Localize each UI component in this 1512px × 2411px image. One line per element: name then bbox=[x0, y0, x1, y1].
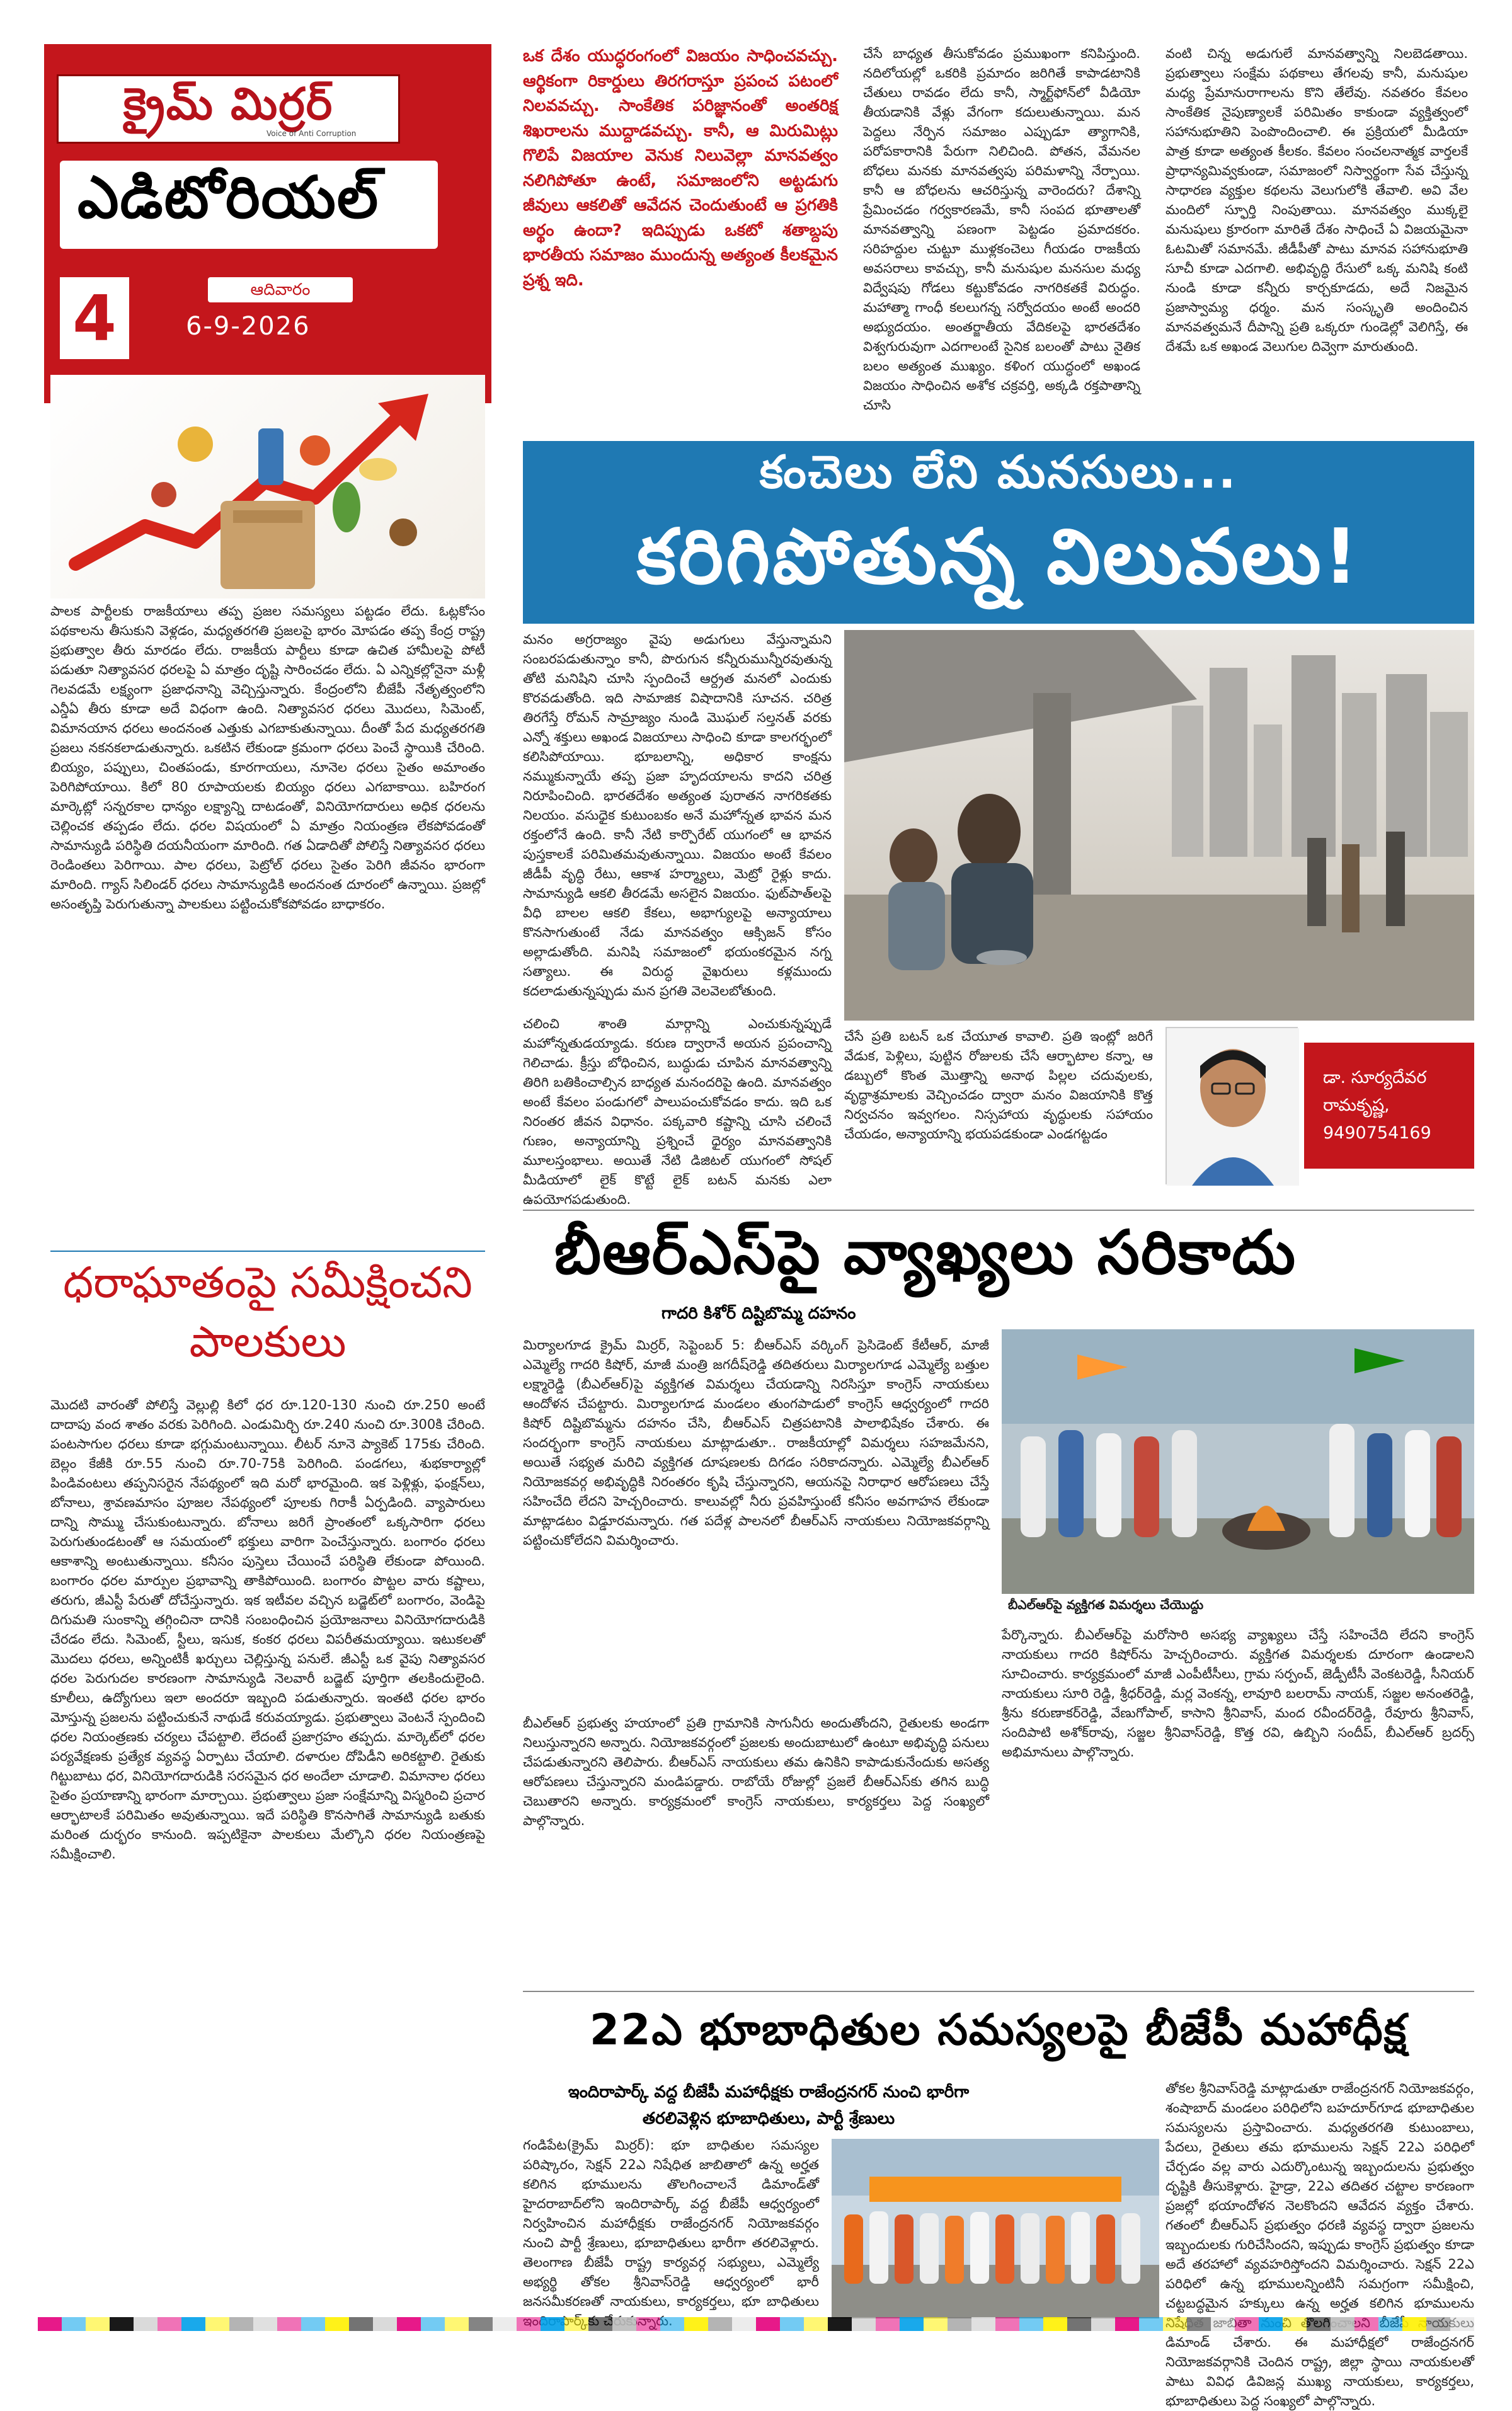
registration-mark bbox=[684, 2317, 708, 2331]
registration-mark bbox=[564, 2317, 588, 2331]
registration-mark bbox=[325, 2317, 349, 2331]
day-label: ఆదివారం bbox=[208, 277, 353, 302]
registration-mark bbox=[349, 2317, 373, 2331]
registration-mark bbox=[421, 2317, 445, 2331]
section-title bbox=[60, 161, 438, 249]
registration-mark bbox=[660, 2317, 684, 2331]
page-number-box bbox=[60, 277, 129, 359]
editorial-photo bbox=[844, 630, 1474, 1021]
registration-mark bbox=[469, 2317, 493, 2331]
registration-mark bbox=[1402, 2317, 1426, 2331]
registration-mark bbox=[301, 2317, 325, 2331]
editorial-body-column-b: చలించి శాంతి మార్గాన్ని ఎంచుకున్నప్పుడే మహోన్నతుడయ్యాడు. కరుణ ద్వారానే అయన ప్రపంచాన్ని గెలిచాడు. క్రీస్తు బోధించిన, బుద్ధుడు చూపిన మానవత్వాన్ని తిరిగి బతికించాల్సిన బాధ్యత మనందరిపై ఉంది. మానవత్వం అంటే కేవలం పండుగలో పాలుపంచుకోవడం కాదు. ఇది ఒక నిరంతర జీవన విధానం. పక్కవారి కష్టాన్ని చూసి చలించే గుణం, అన్యాయాన్ని ప్రశ్నించే ధైర్యం మానవత్వానికి మూలస్తంభాలు. అయితే నేటి డిజిటల్ యుగంలో సోషల్ మీడియాలో లైక్ కొట్టే లైక్ బటన్ మనకు ఎలా ఉపయోగపడుతుంది. bbox=[523, 1016, 832, 1207]
registration-mark bbox=[995, 2317, 1019, 2331]
bjp-article-subheadline: ఇందిరాపార్క్ వద్ద బీజేపీ మహాధీక్షకు రాజేంద్రనగర్ నుంచి భారీగా తరలివెళ్లిన భూబాధితులు, పార్టీ శ్రేణులు bbox=[568, 2083, 970, 2128]
registration-mark bbox=[158, 2317, 181, 2331]
author-name-line-1: డా. సూర్యదేవర bbox=[1323, 1068, 1427, 1087]
registration-mark bbox=[517, 2317, 541, 2331]
section-title-text: ఎడిటోరియల్ bbox=[77, 164, 380, 231]
registration-mark bbox=[541, 2317, 564, 2331]
section-divider bbox=[523, 1210, 1474, 1211]
brs-photo-caption: బీఎల్ఆర్‌పై వ్యక్తిగత విమర్శలు చేయొద్దు bbox=[1008, 1597, 1204, 1612]
column-divider bbox=[50, 1251, 485, 1252]
registration-mark bbox=[38, 2317, 62, 2331]
rally-crowd-photo-icon bbox=[832, 2139, 1159, 2318]
editorial-column-3: వంటి చిన్న అడుగులే మానవత్వాన్ని నిలబెడతాయి. ప్రభుత్వాలు సంక్షేమ పథకాలు తేగలవు కానీ, మనుషుల మధ్య ప్రేమానురాగాలను కొని తేలేవు. నవతరం కేవలం సాంకేతిక నైపుణ్యాలకే పరిమితం కాకుండా వ్యక్తిత్వంలో సహానుభూతిని పెంపొందించాలి. ఈ ప్రక్రియలో మీడియా పాత్ర కూడా అత్యంత కీలకం. కేవలం సంచలనాత్మక వార్తలకే ప్రాధాన్యమివ్వకుండా, సమాజంలో నిస్వార్థంగా సేవ చేస్తున్న సాధారణ వ్యక్తుల కథలను వెలుగులోకి తేవాలి. అవి వేల మందిలో స్ఫూర్తి నింపుతాయి. మానవత్వం ముక్కలై మనుషులు క్రూరంగా మారితే దేశం సాధించే ఏ విజయమైనా ఓటమితో సమానమే. జీడీపీతో పాటు మానవ సహానుభూతి సూచీ కూడా ఎదగాలి. అభివృద్ధి రేసులో ఒక్క మనిషి కంటి నుండి కూడా కన్నీరు కార్చకూడదు, అదే నిజమైన ప్రజాస్వామ్య ధర్మం. మన సంస్కృతి అందించిన మానవత్వమనే దీపాన్ని ప్రతి ఒక్కరూ గుండెల్లో వెలిగిస్తే, ఈ దేశమే ఒక అఖండ వెలుగుల దివ్వెగా మారుతుంది. bbox=[1166, 46, 1468, 354]
brs-protest-photo bbox=[1002, 1329, 1474, 1594]
author-photo bbox=[1166, 1027, 1298, 1184]
brs-article-byline: గాదరి కిశోర్ దిష్టిబొమ్మ దహనం bbox=[662, 1304, 856, 1323]
effigy-burning-photo-icon bbox=[1002, 1329, 1474, 1594]
registration-mark bbox=[732, 2317, 756, 2331]
registration-mark bbox=[804, 2317, 828, 2331]
registration-mark bbox=[253, 2317, 277, 2331]
registration-mark bbox=[1139, 2317, 1163, 2331]
price-rise-chart-icon bbox=[50, 375, 485, 598]
registration-mark bbox=[493, 2317, 517, 2331]
registration-mark bbox=[373, 2317, 397, 2331]
registration-mark bbox=[900, 2317, 924, 2331]
price-rise-illustration bbox=[50, 375, 485, 598]
registration-mark bbox=[86, 2317, 110, 2331]
registration-mark bbox=[948, 2317, 971, 2331]
page-number: 4 bbox=[72, 281, 117, 355]
editorial-body-column-c: చేసే ప్రతి బటన్ ఒక చేయూత కావాలి. ప్రతి ఇంట్లో జరిగే వేడుక, పెళ్లిలు, పుట్టిన రోజులకు చేసే ఆర్భాటాల కన్నా, ఆ డబ్బులో కొంత మొత్తాన్ని అనాథ పిల్లల చదువులకు, వృద్ధాశ్రమాలకు వెచ్చించడం ద్వారా మనం విజయానికి కొత్త నిర్వచనం ఇవ్వగలం. నిస్సహాయ వృద్ధులకు సహాయం చేయడం, అన్యాయాన్ని భయపడకుండా ఎండగట్టడం bbox=[844, 1029, 1153, 1142]
registration-mark bbox=[828, 2317, 852, 2331]
author-info-box bbox=[1304, 1043, 1474, 1169]
registration-mark bbox=[110, 2317, 134, 2331]
registration-mark bbox=[277, 2317, 301, 2331]
registration-mark bbox=[1378, 2317, 1402, 2331]
editorial-column-2: చేసే బాధ్యత తీసుకోవడం ప్రముఖంగా కనిపిస్తుంది. నదిలోయల్లో ఒకరికి ప్రమాదం జరిగితే కాపాడటానికి చేతులు రావడం లేదు కానీ, స్మార్ట్‌ఫోన్‌లో వీడియో తీయడానికి వేళ్లు వేగంగా కదులుతున్నాయి. మన పెద్దలు నేర్పిన సమాజం ఎప్పుడూ త్యాగానికి, పరోపకారానికి పేరుగా నిలిచింది. పోతన, వేమనల బోధలు మనకు మానవత్వపు పరిమళాన్ని నేర్పాయి. కానీ ఆ బోధలను ఆచరిస్తున్న వారెందరు? దేశాన్ని ప్రేమించడం గర్వకారణమే, కానీ సంపద భూతాలతో మానవత్వాన్ని పణంగా పెట్టడం ప్రమాదకరం. సరిహద్దుల చుట్టూ ముళ్లకంచెలు గీయడం రాజకీయ అవసరాలు కావచ్చు, కానీ మనుషుల మనసుల మధ్య విద్వేషపు గోడలు కట్టుకోవడం నాగరికతకే విరుద్ధం. మహాత్మా గాంధీ కలలుగన్న సర్వోదయం అంటే అందరి అభ్యుదయం. అంతర్జాతీయ వేదికలపై భారతదేశం విశ్వగురువుగా ఎదగాలంటే సైనిక బలంతో పాటు నైతిక బలం అత్యంత ముఖ్యం. కళింగ యుద్ధంలో అఖండ విజయం సాధించిన అశోక చక్రవర్తి, అక్కడి రక్తపాతాన్ని చూసి bbox=[863, 46, 1140, 413]
registration-mark bbox=[1091, 2317, 1115, 2331]
logo-text: క్రైమ్ మిర్రర్ bbox=[123, 77, 334, 130]
registration-mark bbox=[1043, 2317, 1067, 2331]
bjp-article-body-b: తోకల శ్రీనివాస్‌రెడ్డి మాట్లాడుతూ రాజేంద్రనగర్ నియోజకవర్గం, శంషాబాద్ మండలం పరిధిలోని బహదూర్‌గూడ భూబాధితుల సమస్యలను ప్రస్తావించారు. మధ్యతరగతి కుటుంబాలు, పేదలు, రైతులు తమ భూములను సెక్షన్ 22ఎ పరిధిలో చేర్చడం వల్ల వారు ఎదుర్కొంటున్న ఇబ్బందులను ప్రభుత్వం దృష్టికి తీసుకెళ్లారు. హైడ్రా, 22ఎ తదితర చట్టాల కారణంగా ప్రజల్లో భయాందోళన నెలకొందని ఆవేదన వ్యక్తం చేశారు. గతంలో బీఆర్ఎస్ ప్రభుత్వం ధరణి వ్యవస్థ ద్వారా ప్రజలను ఇబ్బందులకు గురిచేసిందని, ఇప్పుడు కాంగ్రెస్ ప్రభుత్వం కూడా అదే తరహాలో వ్యవహరిస్తోందని విమర్శించారు. సెక్షన్ 22ఎ పరిధిలో ఉన్న భూములన్నింటినీ సమగ్రంగా సమీక్షించి, చట్టబద్ధమైన హక్కులు ఉన్న అర్హత కలిగిన భూములను డిమాండ్ చేశారు. ఈ మహాధీక్షలో రాజేంద్రనగర్ నియోజకవర్గానికి చెందిన రాష్ట్ర, జిల్లా స్థాయి నాయకులతో పాటు వివిధ డివిజన్ల ముఖ్య నాయకులు, కార్యకర్తలు, భూబాధితులు పెద్ద సంఖ్యలో పాల్గొన్నారు. bbox=[1166, 2081, 1474, 2408]
brs-article-headline: బీఆర్ఎస్‌పై వ్యాఖ్యలు సరికాదు bbox=[554, 1217, 1297, 1288]
registration-mark bbox=[971, 2317, 995, 2331]
bjp-rally-photo bbox=[832, 2139, 1159, 2318]
date-label: 6-9-2026 bbox=[186, 312, 311, 341]
registration-mark bbox=[397, 2317, 421, 2331]
brs-article-body-c: పేర్కొన్నారు. బీఎల్ఆర్‌పై మరోసారి అసభ్య వ్యాఖ్యలు చేస్తే సహించేది లేదని కాంగ్రెస్ నాయకులు గాదరి కిషోర్‌ను హెచ్చరించారు. వ్యక్తిగత విమర్శలకు దూరంగా ఉండాలని సూచించారు. కార్యక్రమంలో మాజీ ఎంపీటీసీలు, గ్రామ సర్పంచ్, జెడ్పీటీసీ వెంకటరెడ్డి, సీనియర్ నాయకులు సూరి రెడ్డి, శ్రీధర్‌రెడ్డి, మర్ల వెంకన్న, లావూరి బలరామ్ నాయక్, సజ్జల అనంతరెడ్డి, శ్రీను కరుణాకర్‌రెడ్డి, వేణుగోపాల్, కాసాని శ్రీనివాస్, మంద రవీందర్‌రెడ్డి, రేవూరు శ్రీనివాస్, సందిపాటి అశోక్‌రావు, సజ్జల శ్రీనివాస్‌రెడ్డి, కొత్త రవి, ఉబ్బిని సందీప్, బీఎల్ఆర్ బ్రదర్స్ అభిమానులు పాల్గొన్నారు. bbox=[1002, 1627, 1474, 1760]
registration-mark bbox=[62, 2317, 86, 2331]
registration-mark bbox=[134, 2317, 158, 2331]
registration-mark bbox=[852, 2317, 876, 2331]
registration-mark bbox=[1283, 2317, 1307, 2331]
registration-mark bbox=[1163, 2317, 1187, 2331]
registration-mark bbox=[1019, 2317, 1043, 2331]
author-phone: 9490754169 bbox=[1323, 1123, 1431, 1143]
registration-mark bbox=[924, 2317, 948, 2331]
registration-mark bbox=[612, 2317, 636, 2331]
registration-mark bbox=[780, 2317, 804, 2331]
registration-mark bbox=[1331, 2317, 1354, 2331]
brs-article-body-b: బీఎల్ఆర్ ప్రభుత్వ హయాంలో ప్రతి గ్రామానికి సాగునీరు అందుతోందని, రైతులకు అండగా నిలుస్తున్నారని అన్నారు. నియోజకవర్గంలో ప్రజలకు అందుబాటులో ఉంటూ అభివృద్ధి పనులు చేపడుతున్నారని తెలిపారు. బీఆర్ఎస్ నాయకులు తమ ఉనికిని కాపాడుకునేందుకు అసత్య ఆరోపణలు చేస్తున్నారని మండిపడ్డారు. రాబోయే రోజుల్లో ప్రజలే బీఆర్ఎస్‌కు తగిన బుద్ధి చెబుతారని అన్నారు. కార్యక్రమంలో కాంగ్రెస్ నాయకులు, కార్యకర్తలు పెద్ద సంఖ్యలో పాల్గొన్నారు. bbox=[523, 1715, 989, 1828]
price-article-body-bottom: మొదటి వారంతో పోలిస్తే వెల్లుల్లి కిలో ధర రూ.120-130 నుంచి రూ.250 అంటే దాదాపు వంద శాతం వరకు పెరిగింది. ఎండుమిర్చి రూ.240 నుంచి రూ.300కి చేరింది. పంటసాగుల ధరలు కూడా భగ్గుమంటున్నాయి. లీటర్ నూనె ప్యాకెట్ 175కు చేరింది. బెల్లం కేజీకి రూ.55 నుంచి రూ.70-75కి పెరిగింది. పండగలు, శుభకార్యాల్లో పిండివంటలు తప్పనిసరైన నేపథ్యంలో ఇది మరో భారమైంది. ఇక పెళ్లిళ్లు, ఫంక్షన్‌లు, బోనాలు, శ్రావణమాసం పూజల నేపథ్యంలో పూలకు గిరాకీ ఏర్పడింది. వ్యాపారులు దాన్ని సొమ్ము చేసుకుంటున్నారు. బోనాలు జరిగే ప్రాంతంలో ఒక్కసారిగా ధరలు పెరుగుతుండటంతో ఆ సమయంలో భక్తులు వారిగా పెంచేస్తున్నారు. బంగారం ధరలు ఆకాశాన్ని అంటుతున్నాయి. కనీసం పుస్తెలు చేయించే పరిస్థితి లేకుండా పోయింది. బంగారం ధరల మార్పుల ప్రభావాన్ని తాకిపోయింది. బంగారం పొట్టల వారు కష్టాలు, తరుగు, జీఎస్టీ పేరుతో దోచేస్తున్నారు. ఇక ఇటీవల వచ్చిన బడ్జెట్‌లో బంగారం, వెండిపై దిగుమతి సుంకాన్ని తగ్గించినా దానికి సంబంధించిన ప్రయోజనాలు వినియోగదారుడికి చేరడం లేదు. సిమెంట్, స్టీలు, ఇసుక, కంకర ధరలు విపరీతమయ్యాయి. ఇటుకలతో మొదలు ధరలు, అన్నింటికీ ఖర్చులు చెల్లిస్తున్న పనులే. జీఎస్టీ ఒక వైపు నిత్యావసర ధరల పెరుగుదల కారణంగా సామాన్యుడి నెలవారీ బడ్జెట్ పూర్తిగా తలకిందులైంది. కూలీలు, ఉద్యోగులు ఇలా అందరూ ఇబ్బంది పడుతున్నారు. ఇంతటి ధరల భారం మోస్తున్న ప్రజలను పట్టించుకునే నాథుడే కరువయ్యాడు. ప్రభుత్వాలు వెంటనే స్పందించి ధరల నియంత్రణకు చర్యలు చేపట్టాలి. లేదంటే ప్రజాగ్రహం తప్పదు. మార్కెట్‌లో ధరల పర్యవేక్షణకు ప్రత్యేక వ్యవస్థ ఏర్పాటు చేయాలి. దళారుల దోపిడీని అరికట్టాలి. రైతుకు గిట్టుబాటు ధర, వినియోగదారుడికి సరసమైన ధర అందేలా చూడాలి. విమానాల ధరలు సైతం ప్రయాణాన్ని భారంగా మార్చాయి. ప్రభుత్వాలు ప్రజా సంక్షేమాన్ని విస్మరించి ప్రచార ఆర్భాటాలకే పరిమితం అవుతున్నాయి. ఇదే పరిస్థితి కొనసాగితే సామాన్యుడి బతుకు మరింత దుర్భరం కానుంది. ఇప్పటికైనా పాలకులు మేల్కొని ధరల నియంత్రణపై సమీక్షించాలి. bbox=[50, 1397, 485, 1862]
registration-mark bbox=[1426, 2317, 1450, 2331]
newspaper-logo bbox=[57, 74, 400, 144]
registration-mark bbox=[1067, 2317, 1091, 2331]
registration-mark bbox=[1354, 2317, 1378, 2331]
registration-mark bbox=[181, 2317, 205, 2331]
registration-mark bbox=[708, 2317, 732, 2331]
section-divider bbox=[523, 1991, 1474, 1992]
registration-mark bbox=[1211, 2317, 1235, 2331]
city-poverty-photo-icon bbox=[844, 630, 1474, 1021]
registration-mark bbox=[588, 2317, 612, 2331]
editorial-intro-quote: ఒక దేశం యుద్ధరంగంలో విజయం సాధించవచ్చు. ఆర్థికంగా రికార్డులు తిరగరాస్తూ ప్రపంచ పటంలో నిలవవచ్చు. సాంకేతిక పరిజ్ఞానంతో అంతరిక్ష శిఖరాలను ముద్దాడవచ్చు. కానీ, ఆ మిరుమిట్లు గొలిపే విజయాల వెనుక నిలువెల్లా మానవత్వం నలిగిపోతూ ఉంటే, సమాజంలోని అట్టడుగు జీవులు ఆకలితో ఆవేదన చెందుతుంటే ఆ ప్రగతికి అర్థం ఉందా? ఇదిప్పుడు ఒకటో శతాబ్దపు భారతీయ సమాజం ముందున్న అత్యంత కీలకమైన ప్రశ్న ఇది. bbox=[523, 47, 838, 290]
price-article-body-top: పాలక పార్టీలకు రాజకీయాలు తప్ప ప్రజల సమస్యలు పట్టడం లేదు. ఓట్లకోసం పథకాలను తీసుకుని వెళ్లడం, మధ్యతరగతి ప్రజలపై భారం మోపడం తప్ప కేంద్ర రాష్ట్ర ప్రభుత్వాల తీరు మారడం లేదు. రాజకీయ పార్టీలు కూడా ఉచిత హామీలపై పోటీ పడుతూ నిత్యావసర ధరలపై ఏ మాత్రం దృష్టి సారించడం లేదు. ఏ ఎన్నికల్లోనైనా మళ్లీ గెలవడమే లక్ష్యంగా ప్రజాధనాన్ని వెచ్చిస్తున్నారు. కేంద్రంలోని బీజేపీ నేతృత్వంలోని ఎన్డీఏ తీరు కూడా అదే విధంగా ఉంది. నిత్యావసర ధరలు మొదలు, సిమెంట్, విమానయాన ధరలు అందనంత ఎత్తుకు ఎగబాకుతున్నాయి. దీంతో పేద మధ్యతరగతి ప్రజలు నకనకలాడుతున్నారు. ఒకటిన లేకుండా క్రమంగా ధరలు పెంచే స్థాయికి చేరింది. బియ్యం, పప్పులు, చింతపండు, కూరగాయలు, నూనెల ధరలు సైతం అమాంతం పెరిగిపోయాయి. కిలో 80 రూపాయలకు బియ్యం ధరలు ఎగబాకాయి. బహిరంగ మార్కెట్లో సన్నరకాల ధాన్యం లక్ష్యాన్ని దాటడంతో, వినియోగదారులు అధిక ధరలను చెల్లించక తప్పడం లేదు. ధరల విషయంలో ఏ మాత్రం నియంత్రణ లేకపోవడంతో సామాన్యుడి పరిస్థితి దయనీయంగా మారింది. గత ఏడాదితో పోలిస్తే నిత్యావసర ధరలు రెండింతలు పెరిగాయి. పాల ధరలు, పెట్రోల్ ధరలు సైతం పెరిగి జీవనం భారంగా మారింది. గ్యాస్ సిలిండర్ ధరలు సామాన్యుడికి అందనంత దూరంలో ఉన్నాయి. ప్రజల్లో అసంతృప్తి పెరుగుతున్నా పాలకులు పట్టించుకోకపోవడం బాధాకరం. bbox=[50, 604, 485, 912]
registration-mark bbox=[1450, 2317, 1474, 2331]
registration-mark bbox=[1115, 2317, 1139, 2331]
print-registration-strip bbox=[38, 2317, 1474, 2331]
registration-mark bbox=[1307, 2317, 1331, 2331]
editorial-headline-line-1: కంచెలు లేని మనసులు... bbox=[759, 445, 1238, 498]
registration-mark bbox=[1187, 2317, 1211, 2331]
editorial-headline-line-2: కరిగిపోతున్న విలువలు! bbox=[636, 513, 1361, 601]
author-portrait-icon bbox=[1167, 1028, 1299, 1186]
registration-mark bbox=[876, 2317, 900, 2331]
logo-tagline: Voice of Anti Corruption bbox=[266, 129, 357, 138]
author-name-line-2: రామకృష్ణ, bbox=[1323, 1096, 1390, 1115]
registration-mark bbox=[229, 2317, 253, 2331]
registration-mark bbox=[756, 2317, 780, 2331]
editorial-headline-banner bbox=[523, 441, 1474, 624]
registration-mark bbox=[1235, 2317, 1259, 2331]
price-article-headline: ధరాఘాతంపై సమీక్షించని పాలకులు bbox=[63, 1258, 472, 1367]
brs-article-body-a: మిర్యాలగూడ క్రైమ్ మిర్రర్, సెప్టెంబర్ 5: బీఆర్ఎస్ వర్కింగ్ ప్రెసిడెంట్ కేటీఆర్, మాజీ ఎమ్మెల్యే గాదరి కిషోర్, మాజీ మంత్రి జగదీష్‌రెడ్డి తదితరులు మిర్యాలగూడ ఎమ్మెల్యే బత్తుల లక్ష్మారెడ్డి (బీఎల్ఆర్)పై వ్యక్తిగత విమర్శలు చేయడాన్ని నిరసిస్తూ కాంగ్రెస్ నాయకులు ఆందోళన చేపట్టారు. మిర్యాలగూడ మండలం తుంగపాడులో కాంగ్రెస్ ఆధ్వర్యంలో గాదరి కిషోర్ దిష్టిబొమ్మను దహనం చేసి, బీఆర్ఎస్ చిత్రపటానికి పాలాభిషేకం చేశారు. ఈ సందర్భంగా కాంగ్రెస్ నాయకులు మాట్లాడుతూ.. రాజకీయాల్లో విమర్శలు సహజమేనని, అయితే సభ్యత మరిచి వ్యక్తిగత దూషణలకు దిగడం సరికాదన్నారు. ఎమ్మెల్యే బీఎల్ఆర్ నియోజకవర్గ అభివృద్ధికి నిరంతరం కృషి చేస్తున్నారని, ఆయనపై నిరాధార ఆరోపణలు చేస్తే సహించేది లేదని హెచ్చరించారు. కాలువల్లో నీరు ప్రవహిస్తుంటే కనీసం అవగాహన లేకుండా మాట్లాడటం విడ్డూరమన్నారు. గత పదేళ్ల పాలనలో బీఆర్ఎస్ నాయకులు నియోజకవర్గాన్ని పట్టించుకోలేదని విమర్శించారు. bbox=[523, 1337, 989, 1548]
registration-mark bbox=[205, 2317, 229, 2331]
registration-mark bbox=[445, 2317, 469, 2331]
editorial-body-column-a: మనం అగ్రరాజ్యం వైపు అడుగులు వేస్తున్నామని సంబరపడుతున్నాం కానీ, పొరుగున కన్నీరుమున్నీరవుతున్న తోటి మనిషిని చూసి స్పందించే ఆర్ద్రత మనలో ఎందుకు కొరవడుతోంది. ఇది సామాజిక విషాదానికి సూచన. చరిత్ర తిరగేస్తే రోమన్ సామ్రాజ్యం నుండి మొఘల్ సల్తనత్ వరకు ఎన్నో శక్తులు అఖండ విజయాలు సాధించి కూడా కాలగర్భంలో కలిసిపోయాయి. భూబలాన్ని, అధికార కాంక్షను నమ్ముకున్నాయే తప్ప ప్రజా హృదయాలను కాదని చరిత్ర నిరూపించింది. భారతదేశం అత్యంత పురాతన నాగరికతకు నిలయం. వసుధైక కుటుంబకం అనే మహోన్నత భావన మన రక్తంలోనే ఉంది. కానీ నేటి కార్పొరేట్ యుగంలో ఆ భావన పుస్తకాలకే పరిమితమవుతున్నాయి. విజయం అంటే కేవలం జీడీపీ వృద్ధి రేటు, ఆకాశ హర్మ్యాలు, మెట్రో రైళ్లు కాదు. సామాన్యుడి ఆకలి తీరడమే అసలైన విజయం. ఫుట్‌పాత్‌లపై వీధి బాలల ఆకలి కేకలు, అభాగ్యులపై అన్యాయాలు కొనసాగుతుంటే నేడు మానవత్వం ఆక్సిజన్ కోసం అల్లాడుతోంది. మనిషి సమాజంలో భయంకరమైన నగ్న సత్యాలు. ఈ విరుద్ధ వైఖరులు కళ్లముందు కదలాడుతున్నప్పుడు మన ప్రగతి వెలవెలబోతుంది. bbox=[523, 632, 832, 999]
registration-mark bbox=[1259, 2317, 1283, 2331]
bjp-article-headline: 22ఎ భూబాధితుల సమస్యలపై బీజేపీ మహాధీక్ష bbox=[589, 2005, 1408, 2055]
bjp-article-body-a: గండిపేట(క్రైమ్ మిర్రర్): భూ బాధితుల సమస్యల పరిష్కారం, సెక్షన్ 22ఎ నిషేధిత జాబితాలో ఉన్న అర్హత కలిగిన భూములను తొలగించాలనే డిమాండ్‌తో హైదరాబాద్‌లోని ఇందిరాపార్క్ వద్ద బీజేపీ ఆధ్వర్యంలో నిర్వహించిన మహాధీక్షకు రాజేంద్రనగర్ నియోజకవర్గం నుంచి పార్టీ శ్రేణులు, భూబాధితులు భారీగా తరలివెళ్లారు. తెలంగాణ బీజేపీ రాష్ట్ర కార్యవర్గ సభ్యులు, ఎమ్మెల్యే అభ్యర్థి తోకల శ్రీనివాస్‌రెడ్డి ఆధ్వర్యంలో భారీ జనసమీకరణతో నాయకులు, కార్యకర్తలు, భూ బాధితులు bbox=[523, 2138, 819, 2309]
registration-mark bbox=[636, 2317, 660, 2331]
